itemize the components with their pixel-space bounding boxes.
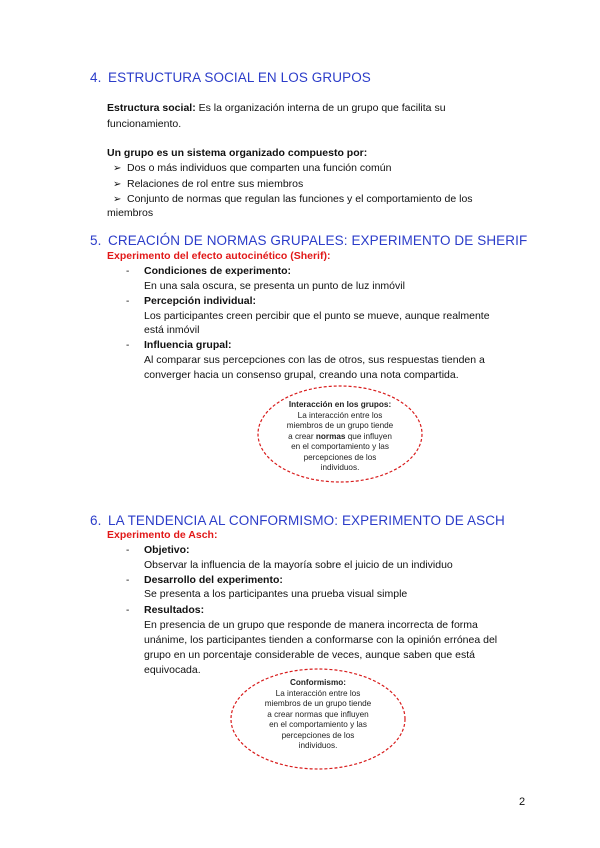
section-5-subtitle: Experimento del efecto autocinético (Sherif):: [107, 250, 331, 262]
dash-bullet-icon: -: [126, 340, 130, 351]
note-box: Conformismo: La interacción entre los miembros de un grupo tiende a crear normas que influyen en el comportamiento y las percepciones de los individuos.: [228, 678, 408, 752]
arrow-bullet-icon: ➢: [113, 194, 122, 205]
item-title: Resultados:: [144, 604, 205, 616]
section-4-number: 4.: [90, 70, 102, 85]
definition-text: Es la organización interna de un grupo que facilita su: [195, 102, 446, 114]
definition-term: Estructura social:: [107, 102, 196, 114]
section-4-heading: [90, 70, 371, 85]
dash-bullet-icon: -: [126, 575, 130, 586]
item-text: Los participantes creen percibir que el punto se mueve, aunque realmente: [144, 310, 490, 322]
section-5-title: CREACIÓN DE NORMAS GRUPALES: EXPERIMENTO DE SHERIF: [108, 233, 528, 248]
section-6-title: LA TENDENCIA AL CONFORMISMO: EXPERIMENTO DE ASCH: [108, 513, 505, 528]
item-title: Desarrollo del experimento:: [144, 574, 283, 586]
list-item: ➢ Dos o más individuos que comparten una función común: [113, 160, 391, 177]
item-text: Al comparar sus percepciones con las de otros, sus respuestas tienden a: [144, 354, 485, 366]
section-4-title: ESTRUCTURA SOCIAL EN LOS GRUPOS: [108, 70, 371, 85]
definition-line: [107, 100, 446, 116]
item-title: Condiciones de experimento:: [144, 265, 292, 277]
list-item: ➢ Conjunto de normas que regulan las funciones y el comportamiento de los: [113, 191, 473, 208]
dash-bullet-icon: -: [126, 545, 130, 556]
dash-bullet-icon: -: [126, 266, 130, 277]
section-6-number: 6.: [90, 513, 102, 528]
system-title: Un grupo es un sistema organizado compuesto por:: [107, 147, 368, 159]
item-text: converger hacia un consenso grupal, creando una nota compartida.: [144, 369, 459, 381]
list-item-cont: miembros: [107, 207, 154, 219]
item-text: Se presenta a los participantes una prueba visual simple: [144, 588, 408, 600]
list-item: ➢ Relaciones de rol entre sus miembros: [113, 176, 303, 193]
section-6-subtitle: Experimento de Asch:: [107, 529, 218, 541]
note-title: Interacción en los grupos:: [288, 400, 392, 409]
page-number: 2: [519, 796, 526, 808]
item-title: Influencia grupal:: [144, 339, 232, 351]
section-6-heading: [90, 513, 505, 528]
item-title: Objetivo:: [144, 544, 190, 556]
arrow-bullet-icon: ➢: [113, 163, 122, 174]
arrow-bullet-icon: ➢: [113, 179, 122, 190]
dash-bullet-icon: -: [126, 605, 130, 616]
dash-bullet-icon: -: [126, 296, 130, 307]
item-text: En una sala oscura, se presenta un punto de luz inmóvil: [144, 280, 405, 292]
item-title: Percepción individual:: [144, 295, 257, 307]
section-5-number: 5.: [90, 233, 102, 248]
section-5-heading: [90, 233, 527, 248]
item-text: grupo en un porcentaje considerable de veces, aunque saben que está: [144, 649, 475, 661]
item-text: está inmóvil: [144, 324, 200, 336]
item-text: unánime, los participantes tienden a conformarse con la opinión errónea del: [144, 634, 498, 646]
note-title: Conformismo:: [290, 678, 346, 687]
item-text: En presencia de un grupo que responde de manera incorrecta de forma: [144, 619, 478, 631]
item-text: Observar la influencia de la mayoría sobre el juicio de un individuo: [144, 559, 453, 571]
note-box: Interacción en los grupos: La interacción entre los miembros de un grupo tiende a crear normas que influyen en el comportamiento y las percepciones de los individuos.: [255, 400, 425, 474]
definition-text-cont: funcionamiento.: [107, 118, 182, 130]
item-text: equivocada.: [144, 664, 201, 676]
